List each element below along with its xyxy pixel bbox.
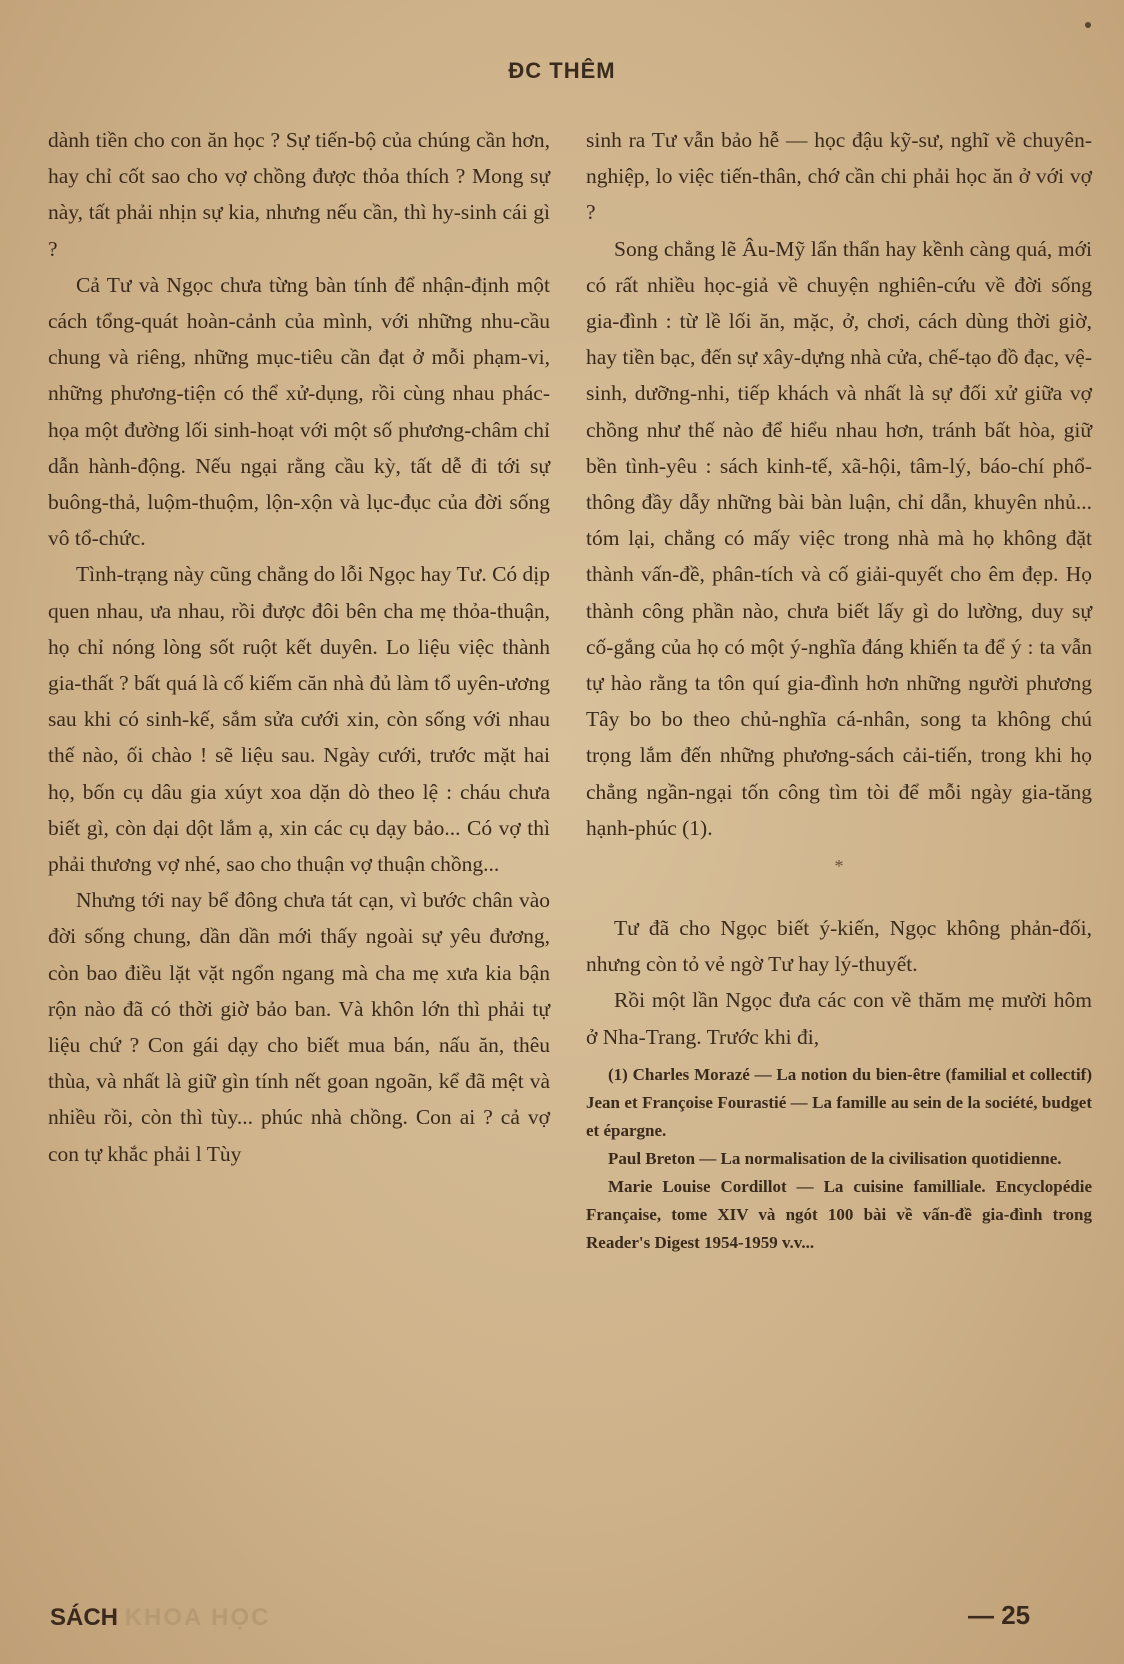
paragraph: Cả Tư và Ngọc chưa từng bàn tính để nhận-định một cách tổng-quát hoàn-cảnh của mình, với những nhu-cầu chung và riêng, những mục-tiêu cần đạt ở mỗi phạm-vi, những phương-tiện có thể xử-dụng, rồi cùng nhau phác-họa một đường lối sinh-hoạt với một số phương-châm chỉ dẫn hành-động. Nếu ngại rằng cầu kỳ, tất dễ đi tới sự buông-thả, luộm-thuộm, lộn-xộn và lục-đục của đời sống vô tổ-chức.: [48, 272, 550, 551]
page-number: — 25: [968, 1600, 1031, 1630]
footnote: Paul Breton — La normalisation de la civilisation quotidienne.: [608, 1148, 1062, 1168]
paragraph: sinh ra Tư vẫn bảo hễ — học đậu kỹ-sư, nghĩ về chuyên-nghiệp, lo việc tiến-thân, chớ cần chi phải học ăn ở với vợ ?: [586, 128, 1092, 225]
paragraph: dành tiền cho con ăn học ? Sự tiến-bộ của chúng cần hơn, hay chỉ cốt sao cho vợ chồng được thỏa thích ? Mong sự này, tất phải nhịn sự kia, nhưng nếu cần, thì hy-sinh cái gì ?: [48, 128, 550, 261]
page-header: ĐC THÊM: [508, 58, 616, 83]
paragraph: Nhưng tới nay bể đông chưa tát cạn, vì bước chân vào đời sống chung, dần dần mới thấy ngoài sự yêu đương, còn bao điều lặt vặt ngổn ngang mà cha mẹ xưa kia bận rộn nào đã có thời giờ bảo ban. Và khôn lớn thì phải tự liệu chứ ? Con gái dạy cho biết mua bán, nấu ăn, thêu thùa, và nhất là giữ gìn tính nết goan ngoãn, kể đã mệt và nhiều rồi, còn thì tùy... phúc nhà chồng. Con ai ? cả vợ con tự khắc phải l Tùy: [48, 888, 550, 1166]
paragraph: Song chẳng lẽ Âu-Mỹ lẩn thẩn hay kềnh càng quá, mới có rất nhiều học-giả về chuyện nghiên-cứu về đời sống gia-đình : từ lề lối ăn, mặc, ở, chơi, cách dùng thời giờ, hay tiền bạc, đến sự xây-dựng nhà cửa, chế-tạo đồ đạc, vệ-sinh, dưỡng-nhi, tiếp khách và nhất là sự đối xử giữa vợ chồng như thế nào để hiểu nhau hơn, tránh bất hòa, giữ bền tình-yêu : sách kinh-tế, xã-hội, tâm-lý, báo-chí phổ-thông đầy dẫy những bài bàn luận, chỉ dẫn, khuyên nhủ... tóm lại, chẳng có mấy việc trong nhà mà họ không đặt thành vấn-đề, phân-tích và cố giải-quyết cho êm đẹp. Họ thành công phần nào, chưa biết lấy gì do lường, duy sự cố-gắng của họ có một ý-nghĩa đáng khiến ta để ý : ta vẫn tự hào rằng ta tôn quí gia-đình hơn những người phương Tây bo bo theo chủ-nghĩa cá-nhân, song ta không chú trọng lắm đến những phương-sách cải-tiến, trong khi họ chẳng ngần-ngại tốn công tìm tòi để mỗi ngày gia-tăng hạnh-phúc (1).: [586, 236, 1092, 840]
right-column: [586, 122, 1092, 1257]
footer-publication-prefix: SÁCH: [50, 1604, 119, 1631]
footer-publication-faded: KHOA HỌC: [124, 1604, 271, 1631]
paragraph: Rồi một lần Ngọc đưa các con về thăm mẹ mười hôm ở Nha-Trang. Trước khi đi,: [586, 988, 1092, 1049]
paragraph: Tình-trạng này cũng chẳng do lỗi Ngọc hay Tư. Có dịp quen nhau, ưa nhau, rồi được đôi bên cha mẹ thỏa-thuận, họ chỉ nóng lòng sốt ruột kết duyên. Lo liệu việc thành gia-thất ? bất quá là cố kiếm căn nhà đủ làm tổ uyên-ương sau khi có sinh-kế, sắm sửa cưới xin, còn sống với nhau thế nào, ối chào ! sẽ liệu sau. Ngày cưới, trước mặt hai họ, bốn cụ dâu gia xúyt xoa dặn dò theo lệ : cháu chưa biết gì, còn dại dột lắm ạ, xin các cụ dạy bảo... Có vợ thì phải thương vợ nhé, sao cho thuận vợ thuận chồng...: [48, 562, 551, 877]
section-separator: *: [834, 856, 844, 877]
speck-mark: [1085, 22, 1091, 28]
footnotes: [586, 1061, 1092, 1257]
footer-publication: [50, 1604, 270, 1632]
paragraph: Tư đã cho Ngọc biết ý-kiến, Ngọc không phản-đối, nhưng còn tỏ vẻ ngờ Tư hay lý-thuyết.: [586, 916, 1092, 977]
footnote: Marie Louise Cordillot — La cuisine familliale. Encyclopédie Française, tome XIV và ngót 100 bài về vấn-đề gia-đình trong Reader's Digest 1954-1959 v.v...: [586, 1176, 1092, 1252]
footnote: (1) Charles Morazé — La notion du bien-être (familial et collectif) Jean et Françoise Fourastié — La famille au sein de la société, budget et épargne.: [586, 1064, 1092, 1140]
left-column: [48, 122, 550, 1172]
